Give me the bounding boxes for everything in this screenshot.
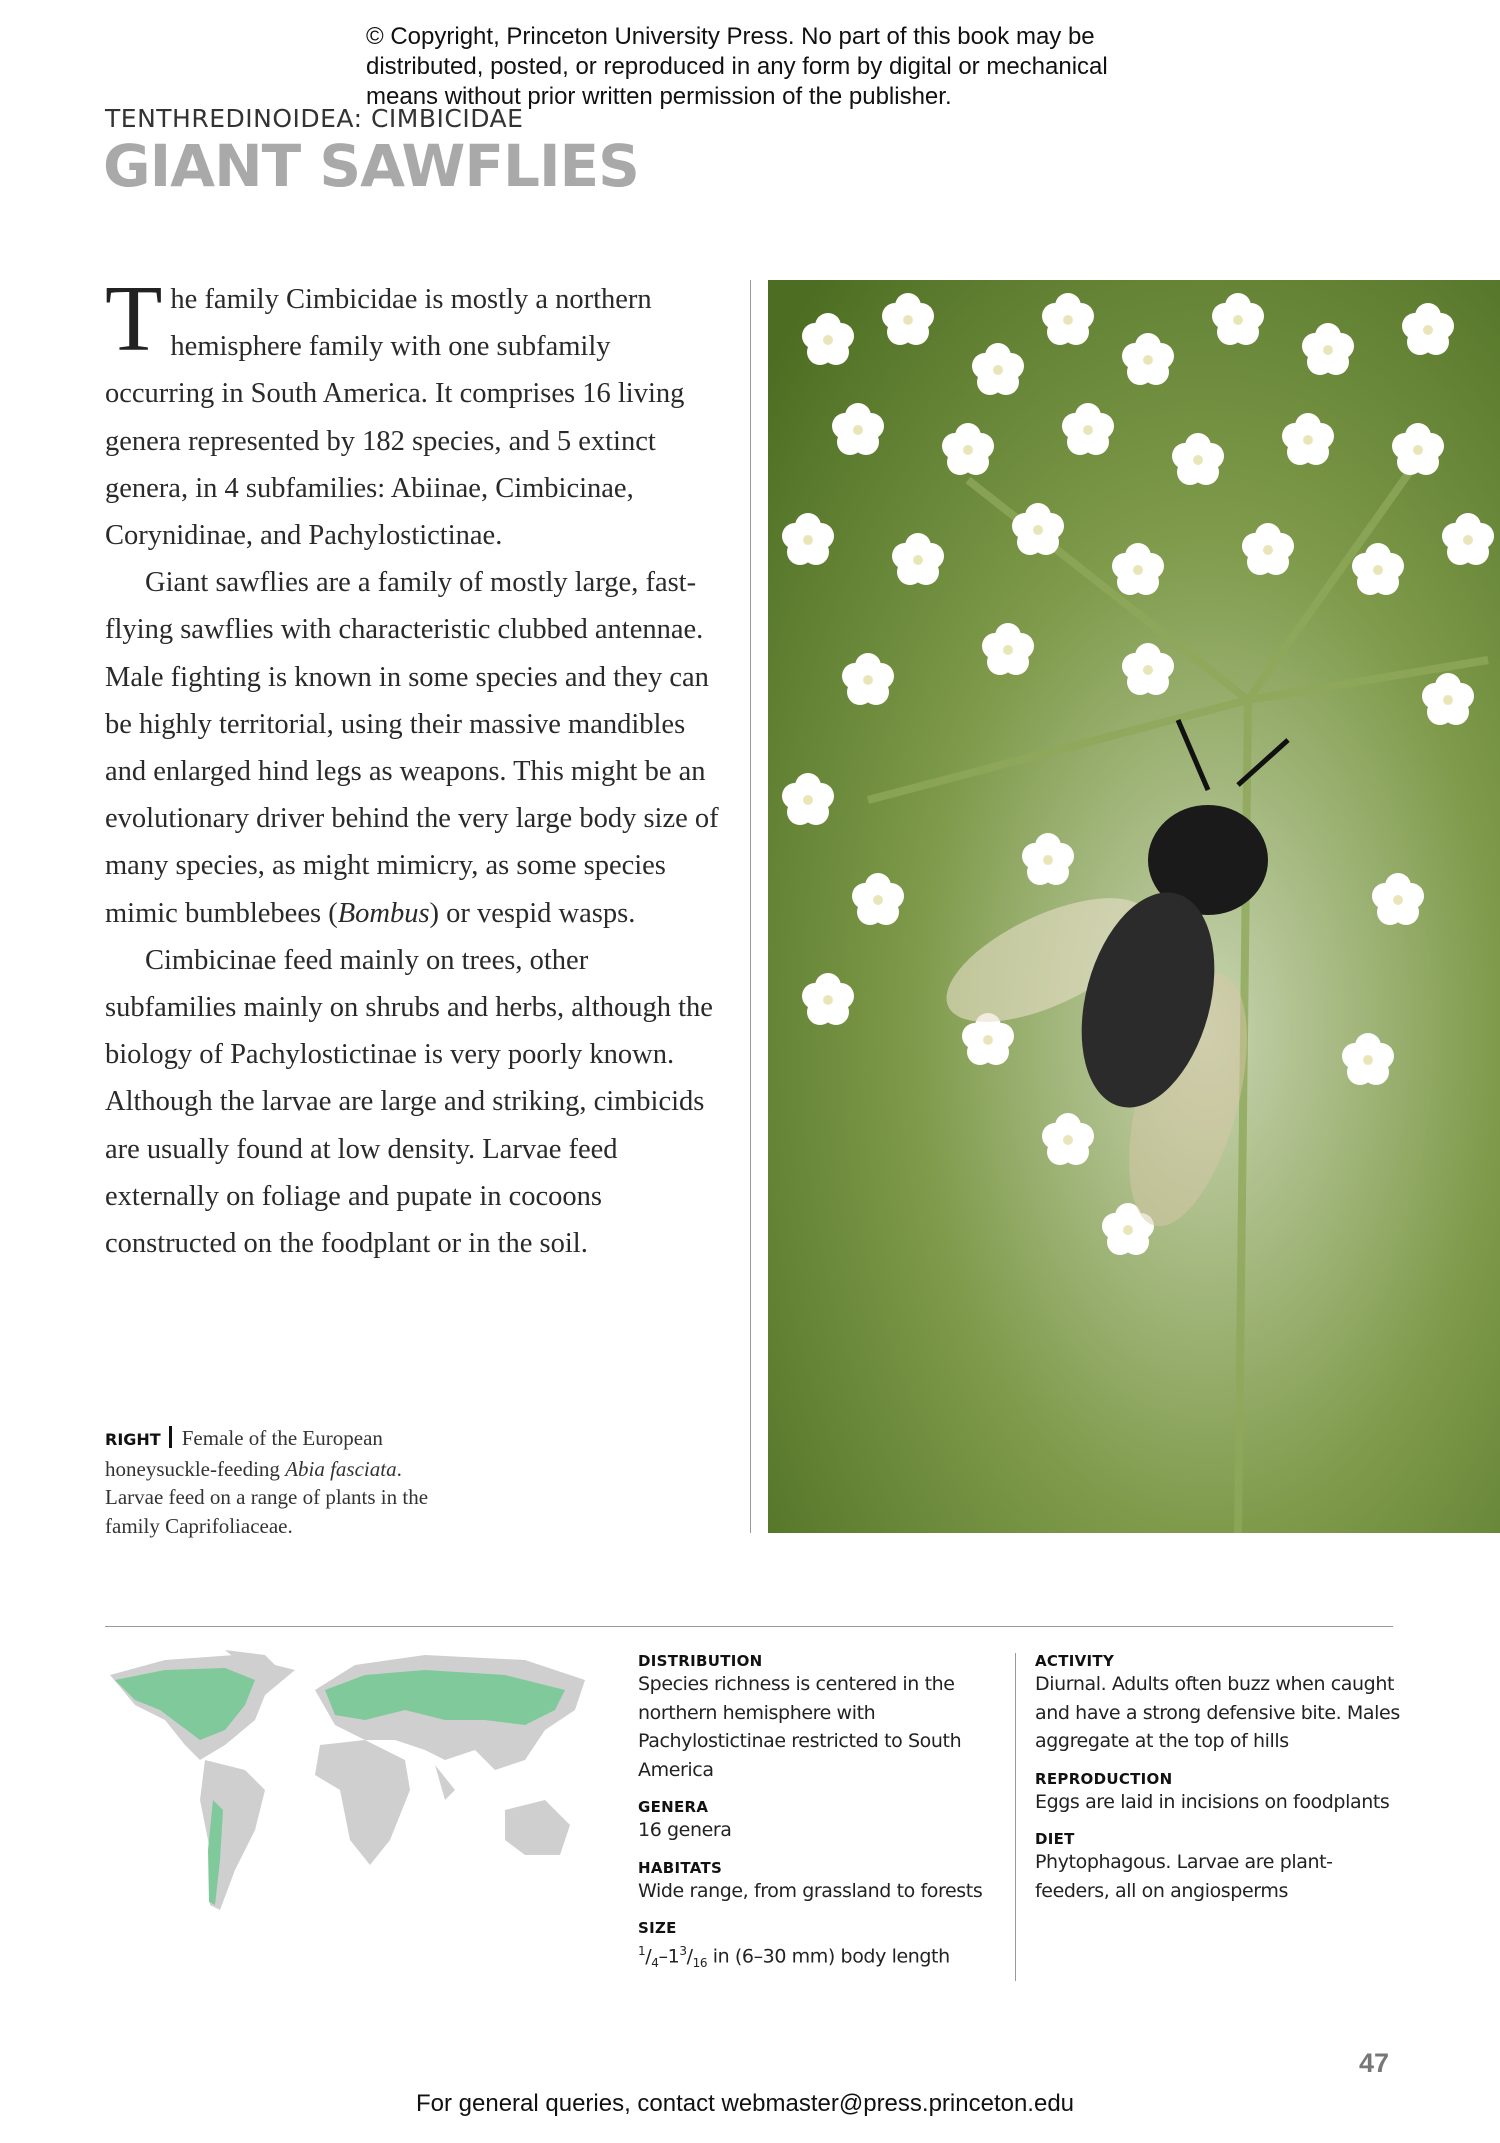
facts-divider <box>1015 1653 1016 1981</box>
activity-label: ACTIVITY <box>1035 1652 1115 1670</box>
facts-column-left <box>638 1652 998 1978</box>
copyright-notice: © Copyright, Princeton University Press. No part of this book may be distributed, posted, or reproduced in any form by digital or mechanical means without prior written permission of the publisher. <box>366 23 1108 110</box>
distribution-label: DISTRIBUTION <box>638 1652 763 1670</box>
genera-text: 16 genera <box>638 1819 732 1841</box>
size-frac2-num: 3 <box>679 1944 687 1958</box>
column-divider <box>750 280 751 1533</box>
photo-caption <box>105 1424 455 1540</box>
facts-column-right <box>1035 1652 1400 1905</box>
paragraph-1 <box>105 267 725 559</box>
caption-italic: Abia fasciata <box>285 1456 397 1481</box>
size-frac1-den: 4 <box>651 1956 659 1971</box>
paragraph-1-text: he family Cimbicidae is mostly a northern hemisphere family with one subfamily occurring in South America. It comprises 16 living genera represented by 182 species, and 5 extinct genera, in 4 subfamilies: Abiinae, Cimbicinae, Corynidinae, and Pachylostictinae. <box>105 284 685 552</box>
caption-label: RIGHT <box>105 1430 161 1449</box>
diet-text: Phytophagous. Larvae are plant-feeders, all on angiosperms <box>1035 1851 1333 1902</box>
drop-cap: T <box>105 267 163 371</box>
paragraph-3: Cimbicinae feed mainly on trees, other subfamilies mainly on shrubs and herbs, although the biology of Pachylostictinae is very poorly known. Although the larvae are large and striking, cimbicids are usually found at low density. Larvae feed externally on foliage and pupate in cocoons constructed on the foodplant or in the soil. <box>105 944 713 1260</box>
horizontal-rule <box>105 1626 1393 1627</box>
page-title: GIANT SAWFLIES <box>103 132 639 200</box>
size-frac2-den: 16 <box>692 1956 708 1971</box>
size-text-rest: in (6–30 mm) body length <box>707 1945 950 1968</box>
paragraph-2-text-b: ) or vespid wasps. <box>429 897 636 929</box>
reproduction-text: Eggs are laid in incisions on foodplants <box>1035 1790 1390 1813</box>
caption-separator <box>169 1426 172 1448</box>
diet-label: DIET <box>1035 1830 1075 1848</box>
size-label: SIZE <box>638 1919 677 1937</box>
section-label: TENTHREDINOIDEA: CIMBICIDAE <box>105 104 524 133</box>
paragraph-2-text-a: Giant sawflies are a family of mostly large, fast-flying sawflies with characteristic clubbed antennae. Male fighting is known in some species and they can be highly territorial, using their massive mandibles and enlarged hind legs as weapons. This might be an evolutionary driver behind the very large body size of many species, as might mimicry, as some species mimic bumblebees ( <box>105 567 719 929</box>
body-text <box>105 267 725 1267</box>
paragraph-2 <box>105 559 725 937</box>
reproduction-label: REPRODUCTION <box>1035 1769 1173 1788</box>
distribution-map <box>105 1650 610 1930</box>
caption-text-b: . Larvae feed on a range of plants in the family Caprifoliaceae. <box>105 1456 429 1538</box>
caption-text-a: Female of the European honeysuckle-feeding <box>105 1426 383 1481</box>
habitats-label: HABITATS <box>638 1858 723 1877</box>
page-number: 47 <box>1359 2048 1390 2078</box>
size-text: $^1/_4-1^3/_{16}$ in (6–30 mm) body length <box>638 1944 950 1971</box>
size-dash: –1 <box>658 1945 680 1968</box>
footer-contact: For general queries, contact webmaster@press.princeton.edu <box>415 2090 1075 2117</box>
activity-text: Diurnal. Adults often buzz when caught and have a strong defensive bite. Males aggregate at the top of hills <box>1035 1673 1400 1752</box>
paragraph-2-italic: Bombus <box>337 897 430 929</box>
size-frac1-num: 1 <box>638 1944 646 1958</box>
sawfly-photo <box>768 280 1500 1533</box>
genera-label: GENERA <box>638 1798 709 1816</box>
habitats-text: Wide range, from grassland to forests <box>638 1879 983 1902</box>
distribution-text: Species richness is centered in the northern hemisphere with Pachylostictinae restricted to South America <box>638 1673 962 1781</box>
